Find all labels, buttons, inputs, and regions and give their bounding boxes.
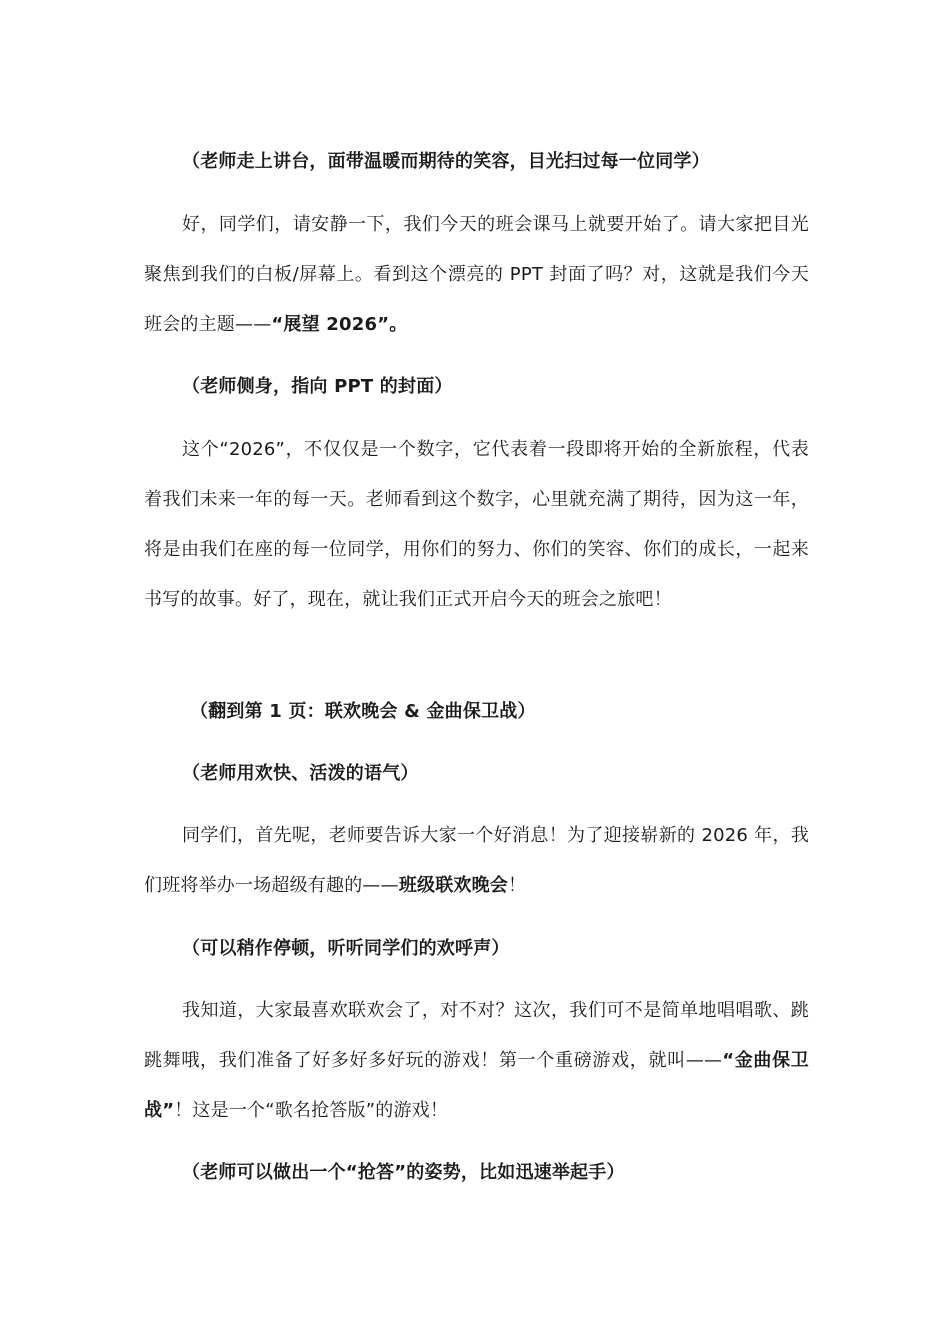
paragraph-text: 好，同学们，请安静一下，我们今天的班会课马上就要开始了。请大家把目光聚焦到我们的白板/屏幕上。看到这个漂亮的 PPT 封面了吗？对，这就是我们今天班会的主题—— bbox=[144, 214, 809, 335]
paragraph-punct: ！ bbox=[508, 875, 527, 896]
paragraph-punct: 。 bbox=[389, 314, 408, 335]
stage-direction: （老师可以做出一个“抢答”的姿势，比如迅速举起手） bbox=[182, 1162, 625, 1183]
paragraph-text: 同学们，首先呢，老师要告诉大家一个好消息！为了迎接崭新的 2026 年，我们班将举办一场超级有趣的—— bbox=[144, 825, 809, 896]
party-name: 班级联欢晚会 bbox=[398, 875, 509, 896]
paragraph-game bbox=[144, 986, 809, 1136]
stage-direction: （可以稍作停顿，听听同学们的欢呼声） bbox=[182, 938, 510, 959]
stage-direction: （老师侧身，指向 PPT 的封面） bbox=[182, 376, 453, 397]
paragraph-party bbox=[144, 811, 809, 911]
stage-direction: （老师走上讲台，面带温暖而期待的笑容，目光扫过每一位同学） bbox=[182, 151, 710, 172]
paragraph-text: 我知道，大家最喜欢联欢会了，对不对？这次，我们可不是简单地唱唱歌、跳跳舞哦，我们准备了好多好多好玩的游戏！第一个重磅游戏，就叫—— bbox=[144, 1000, 809, 1071]
paragraph-intro bbox=[144, 200, 809, 350]
stage-direction: （老师用欢快、活泼的语气） bbox=[182, 763, 419, 784]
paragraph-text: ！这是一个“歌名抢答版”的游戏！ bbox=[174, 1100, 449, 1121]
game-name: “金曲保卫战” bbox=[144, 1050, 809, 1121]
paragraph-2026: 这个“2026”，不仅仅是一个数字，它代表着一段即将开始的全新旅程，代表着我们未来一年的每一天。老师看到这个数字，心里就充满了期待，因为这一年，将是由我们在座的每一位同学，用你们的努力、你们的笑容、你们的成长，一起来书写的故事。好了，现在，就让我们正式开启今天的班会之旅吧！ bbox=[144, 439, 809, 610]
theme-title: “展望 2026” bbox=[271, 314, 390, 335]
section-heading: （翻到第 1 页：联欢晚会 & 金曲保卫战） bbox=[190, 701, 536, 722]
